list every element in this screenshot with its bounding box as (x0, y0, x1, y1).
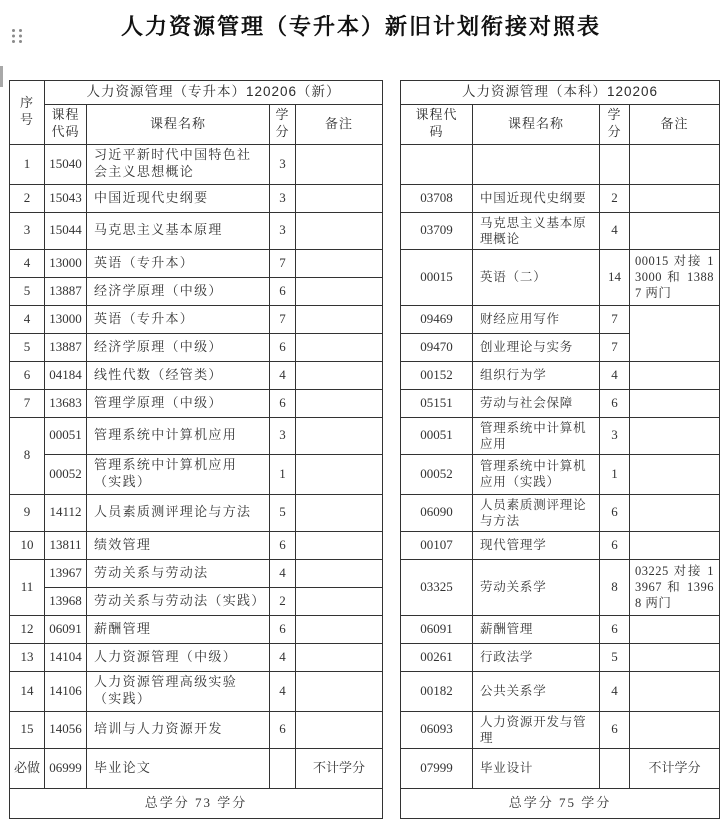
course-name-cell: 习近平新时代中国特色社会主义思想概论 (87, 144, 270, 184)
table-footer-row (10, 788, 720, 818)
course-name-cell: 薪酬管理 (473, 615, 600, 643)
course-code-cell: 13967 (45, 559, 87, 587)
col-header-remark-right: 备注 (630, 104, 720, 144)
course-code-cell: 03325 (401, 559, 473, 615)
left-total-credits: 总学分 73 学分 (10, 788, 383, 818)
course-code-cell: 13968 (45, 587, 87, 615)
course-code-cell: 05151 (401, 389, 473, 417)
seq-cell: 9 (10, 494, 45, 531)
course-code-cell: 04184 (45, 361, 87, 389)
table-gap (383, 80, 401, 818)
course-code-cell: 03709 (401, 212, 473, 249)
course-name-cell: 现代管理学 (473, 531, 600, 559)
table-header-row (10, 80, 720, 104)
remark-cell (296, 305, 383, 333)
remark-cell (630, 305, 720, 361)
course-name-cell: 人力资源管理高级实验（实践） (87, 671, 270, 711)
credit-cell: 2 (270, 587, 296, 615)
credit-cell (600, 144, 630, 184)
page-title: 人力资源管理（专升本）新旧计划衔接对照表 (120, 14, 601, 39)
col-header-credit-left: 学分 (270, 104, 296, 144)
remark-cell: 00015 对接 13000 和 13887 两门 (630, 249, 720, 305)
col-header-code-right: 课程代码 (401, 104, 473, 144)
table-row (10, 671, 720, 711)
seq-cell: 14 (10, 671, 45, 711)
course-code-cell: 13000 (45, 305, 87, 333)
seq-cell: 5 (10, 333, 45, 361)
table-row (10, 615, 720, 643)
credit-cell: 1 (600, 454, 630, 494)
course-name-cell: 英语（二） (473, 249, 600, 305)
course-name-cell: 人力资源开发与管理 (473, 711, 600, 748)
credit-cell: 7 (600, 305, 630, 333)
course-code-cell: 15043 (45, 184, 87, 212)
course-code-cell: 09469 (401, 305, 473, 333)
course-code-cell: 00015 (401, 249, 473, 305)
remark-cell (630, 494, 720, 531)
table-row (10, 748, 720, 788)
course-code-cell: 07999 (401, 748, 473, 788)
remark-cell (296, 643, 383, 671)
remark-cell (630, 184, 720, 212)
seq-cell: 4 (10, 305, 45, 333)
course-code-cell: 06091 (45, 615, 87, 643)
credit-cell: 6 (270, 389, 296, 417)
table-row (10, 454, 720, 494)
seq-cell: 8 (10, 417, 45, 494)
credit-cell: 6 (600, 615, 630, 643)
credit-cell: 3 (600, 417, 630, 454)
credit-cell: 5 (600, 643, 630, 671)
right-table-title: 人力资源管理（本科）120206 (401, 80, 720, 104)
course-name-cell: 劳动关系学 (473, 559, 600, 615)
course-code-cell: 03708 (401, 184, 473, 212)
course-code-cell: 13887 (45, 277, 87, 305)
table-row (10, 559, 720, 587)
remark-cell (630, 454, 720, 494)
course-name-cell: 劳动关系与劳动法（实践） (87, 587, 270, 615)
remark-cell (296, 559, 383, 587)
remark-cell (296, 184, 383, 212)
credit-cell: 7 (600, 333, 630, 361)
course-code-cell: 15044 (45, 212, 87, 249)
course-name-cell: 劳动与社会保障 (473, 389, 600, 417)
left-table-title: 人力资源管理（专升本）120206（新） (45, 80, 383, 104)
credit-cell: 6 (270, 277, 296, 305)
credit-cell: 3 (270, 417, 296, 454)
credit-cell: 4 (270, 361, 296, 389)
credit-cell: 6 (270, 711, 296, 748)
course-name-cell: 线性代数（经管类） (87, 361, 270, 389)
credit-cell (270, 748, 296, 788)
remark-cell (630, 531, 720, 559)
course-code-cell: 13887 (45, 333, 87, 361)
table-row (10, 494, 720, 531)
course-name-cell: 人员素质测评理论与方法 (473, 494, 600, 531)
table-row (10, 212, 720, 249)
seq-cell: 2 (10, 184, 45, 212)
course-name-cell: 人员素质测评理论与方法 (87, 494, 270, 531)
seq-cell: 必做 (10, 748, 45, 788)
course-code-cell: 06090 (401, 494, 473, 531)
seq-cell: 1 (10, 144, 45, 184)
remark-cell (296, 333, 383, 361)
drag-handle-icon[interactable] (10, 28, 24, 44)
remark-cell (630, 417, 720, 454)
course-name-cell: 培训与人力资源开发 (87, 711, 270, 748)
remark-cell (630, 671, 720, 711)
credit-cell: 4 (600, 361, 630, 389)
table-row (10, 249, 720, 277)
remark-cell (630, 361, 720, 389)
table-subheader-row (10, 104, 720, 144)
course-name-cell: 组织行为学 (473, 361, 600, 389)
course-code-cell: 00261 (401, 643, 473, 671)
remark-cell (296, 144, 383, 184)
remark-cell (296, 389, 383, 417)
credit-cell: 6 (600, 389, 630, 417)
course-name-cell: 中国近现代史纲要 (87, 184, 270, 212)
remark-cell: 不计学分 (630, 748, 720, 788)
course-name-cell (473, 144, 600, 184)
remark-cell (296, 212, 383, 249)
seq-cell: 6 (10, 361, 45, 389)
credit-cell: 4 (600, 671, 630, 711)
course-code-cell: 15040 (45, 144, 87, 184)
remark-cell (296, 249, 383, 277)
seq-cell: 15 (10, 711, 45, 748)
credit-cell: 5 (270, 494, 296, 531)
course-code-cell: 06091 (401, 615, 473, 643)
col-header-name-left: 课程名称 (87, 104, 270, 144)
col-header-code-left: 课程代码 (45, 104, 87, 144)
remark-cell: 03225 对接 13967 和 13968 两门 (630, 559, 720, 615)
credit-cell: 4 (270, 559, 296, 587)
remark-cell (296, 417, 383, 454)
seq-cell: 13 (10, 643, 45, 671)
course-name-cell: 薪酬管理 (87, 615, 270, 643)
course-name-cell: 经济学原理（中级） (87, 333, 270, 361)
course-name-cell: 管理系统中计算机应用（实践） (87, 454, 270, 494)
credit-cell: 4 (600, 212, 630, 249)
table-row (10, 711, 720, 748)
course-code-cell: 00107 (401, 531, 473, 559)
course-code-cell: 00052 (45, 454, 87, 494)
credit-cell: 3 (270, 144, 296, 184)
course-code-cell: 00052 (401, 454, 473, 494)
remark-cell (296, 587, 383, 615)
seq-cell: 4 (10, 249, 45, 277)
seq-cell: 5 (10, 277, 45, 305)
seq-cell: 3 (10, 212, 45, 249)
seq-cell: 10 (10, 531, 45, 559)
course-code-cell: 00051 (45, 417, 87, 454)
six-dot-drag-handle-icon (10, 28, 24, 44)
course-code-cell: 13811 (45, 531, 87, 559)
credit-cell (600, 748, 630, 788)
col-header-credit-right: 学分 (600, 104, 630, 144)
table-row (10, 417, 720, 454)
credit-cell: 6 (270, 615, 296, 643)
col-header-name-right: 课程名称 (473, 104, 600, 144)
course-name-cell: 毕业论文 (87, 748, 270, 788)
course-name-cell: 财经应用写作 (473, 305, 600, 333)
remark-cell (630, 212, 720, 249)
course-code-cell: 14104 (45, 643, 87, 671)
credit-cell: 3 (270, 212, 296, 249)
table-row (10, 184, 720, 212)
seq-cell: 7 (10, 389, 45, 417)
table-row (10, 643, 720, 671)
credit-cell: 8 (600, 559, 630, 615)
table-row (10, 389, 720, 417)
credit-cell: 1 (270, 454, 296, 494)
credit-cell: 14 (600, 249, 630, 305)
col-header-remark-left: 备注 (296, 104, 383, 144)
credit-cell: 6 (270, 333, 296, 361)
table-row (10, 305, 720, 333)
document-page (0, 13, 722, 810)
credit-cell: 6 (600, 531, 630, 559)
course-code-cell: 14112 (45, 494, 87, 531)
remark-cell: 不计学分 (296, 748, 383, 788)
table-row (10, 333, 720, 361)
course-code-cell: 13683 (45, 389, 87, 417)
course-name-cell: 英语（专升本） (87, 249, 270, 277)
remark-cell (296, 531, 383, 559)
course-code-cell: 00182 (401, 671, 473, 711)
course-code-cell: 00051 (401, 417, 473, 454)
course-code-cell: 14106 (45, 671, 87, 711)
comparison-table (9, 80, 720, 819)
course-code-cell: 06999 (45, 748, 87, 788)
table-row (10, 144, 720, 184)
credit-cell: 4 (270, 671, 296, 711)
remark-cell (296, 494, 383, 531)
course-name-cell: 人力资源管理（中级） (87, 643, 270, 671)
course-name-cell: 马克思主义基本原理概论 (473, 212, 600, 249)
course-code-cell: 13000 (45, 249, 87, 277)
course-name-cell: 劳动关系与劳动法 (87, 559, 270, 587)
remark-cell (296, 454, 383, 494)
course-name-cell: 公共关系学 (473, 671, 600, 711)
remark-cell (630, 711, 720, 748)
table-row (10, 531, 720, 559)
remark-cell (630, 615, 720, 643)
seq-cell: 12 (10, 615, 45, 643)
remark-cell (630, 389, 720, 417)
course-code-cell: 09470 (401, 333, 473, 361)
course-name-cell: 管理系统中计算机应用 (473, 417, 600, 454)
remark-cell (630, 643, 720, 671)
remark-cell (630, 144, 720, 184)
right-total-credits: 总学分 75 学分 (401, 788, 720, 818)
remark-cell (296, 361, 383, 389)
course-code-cell (401, 144, 473, 184)
credit-cell: 6 (270, 531, 296, 559)
course-name-cell: 管理系统中计算机应用 (87, 417, 270, 454)
course-name-cell: 创业理论与实务 (473, 333, 600, 361)
course-name-cell: 中国近现代史纲要 (473, 184, 600, 212)
course-code-cell: 14056 (45, 711, 87, 748)
credit-cell: 4 (270, 643, 296, 671)
course-name-cell: 毕业设计 (473, 748, 600, 788)
course-name-cell: 管理学原理（中级） (87, 389, 270, 417)
course-name-cell: 经济学原理（中级） (87, 277, 270, 305)
credit-cell: 3 (270, 184, 296, 212)
course-name-cell: 英语（专升本） (87, 305, 270, 333)
left-edge-bar (0, 66, 3, 87)
credit-cell: 2 (600, 184, 630, 212)
table-row (10, 361, 720, 389)
remark-cell (296, 711, 383, 748)
credit-cell: 7 (270, 249, 296, 277)
course-name-cell: 管理系统中计算机应用（实践） (473, 454, 600, 494)
credit-cell: 6 (600, 711, 630, 748)
course-name-cell: 绩效管理 (87, 531, 270, 559)
course-name-cell: 行政法学 (473, 643, 600, 671)
credit-cell: 7 (270, 305, 296, 333)
course-code-cell: 00152 (401, 361, 473, 389)
remark-cell (296, 277, 383, 305)
credit-cell: 6 (600, 494, 630, 531)
remark-cell (296, 671, 383, 711)
course-name-cell: 马克思主义基本原理 (87, 212, 270, 249)
course-code-cell: 06093 (401, 711, 473, 748)
remark-cell (296, 615, 383, 643)
seq-cell: 11 (10, 559, 45, 615)
col-header-seq: 序号 (10, 80, 45, 144)
